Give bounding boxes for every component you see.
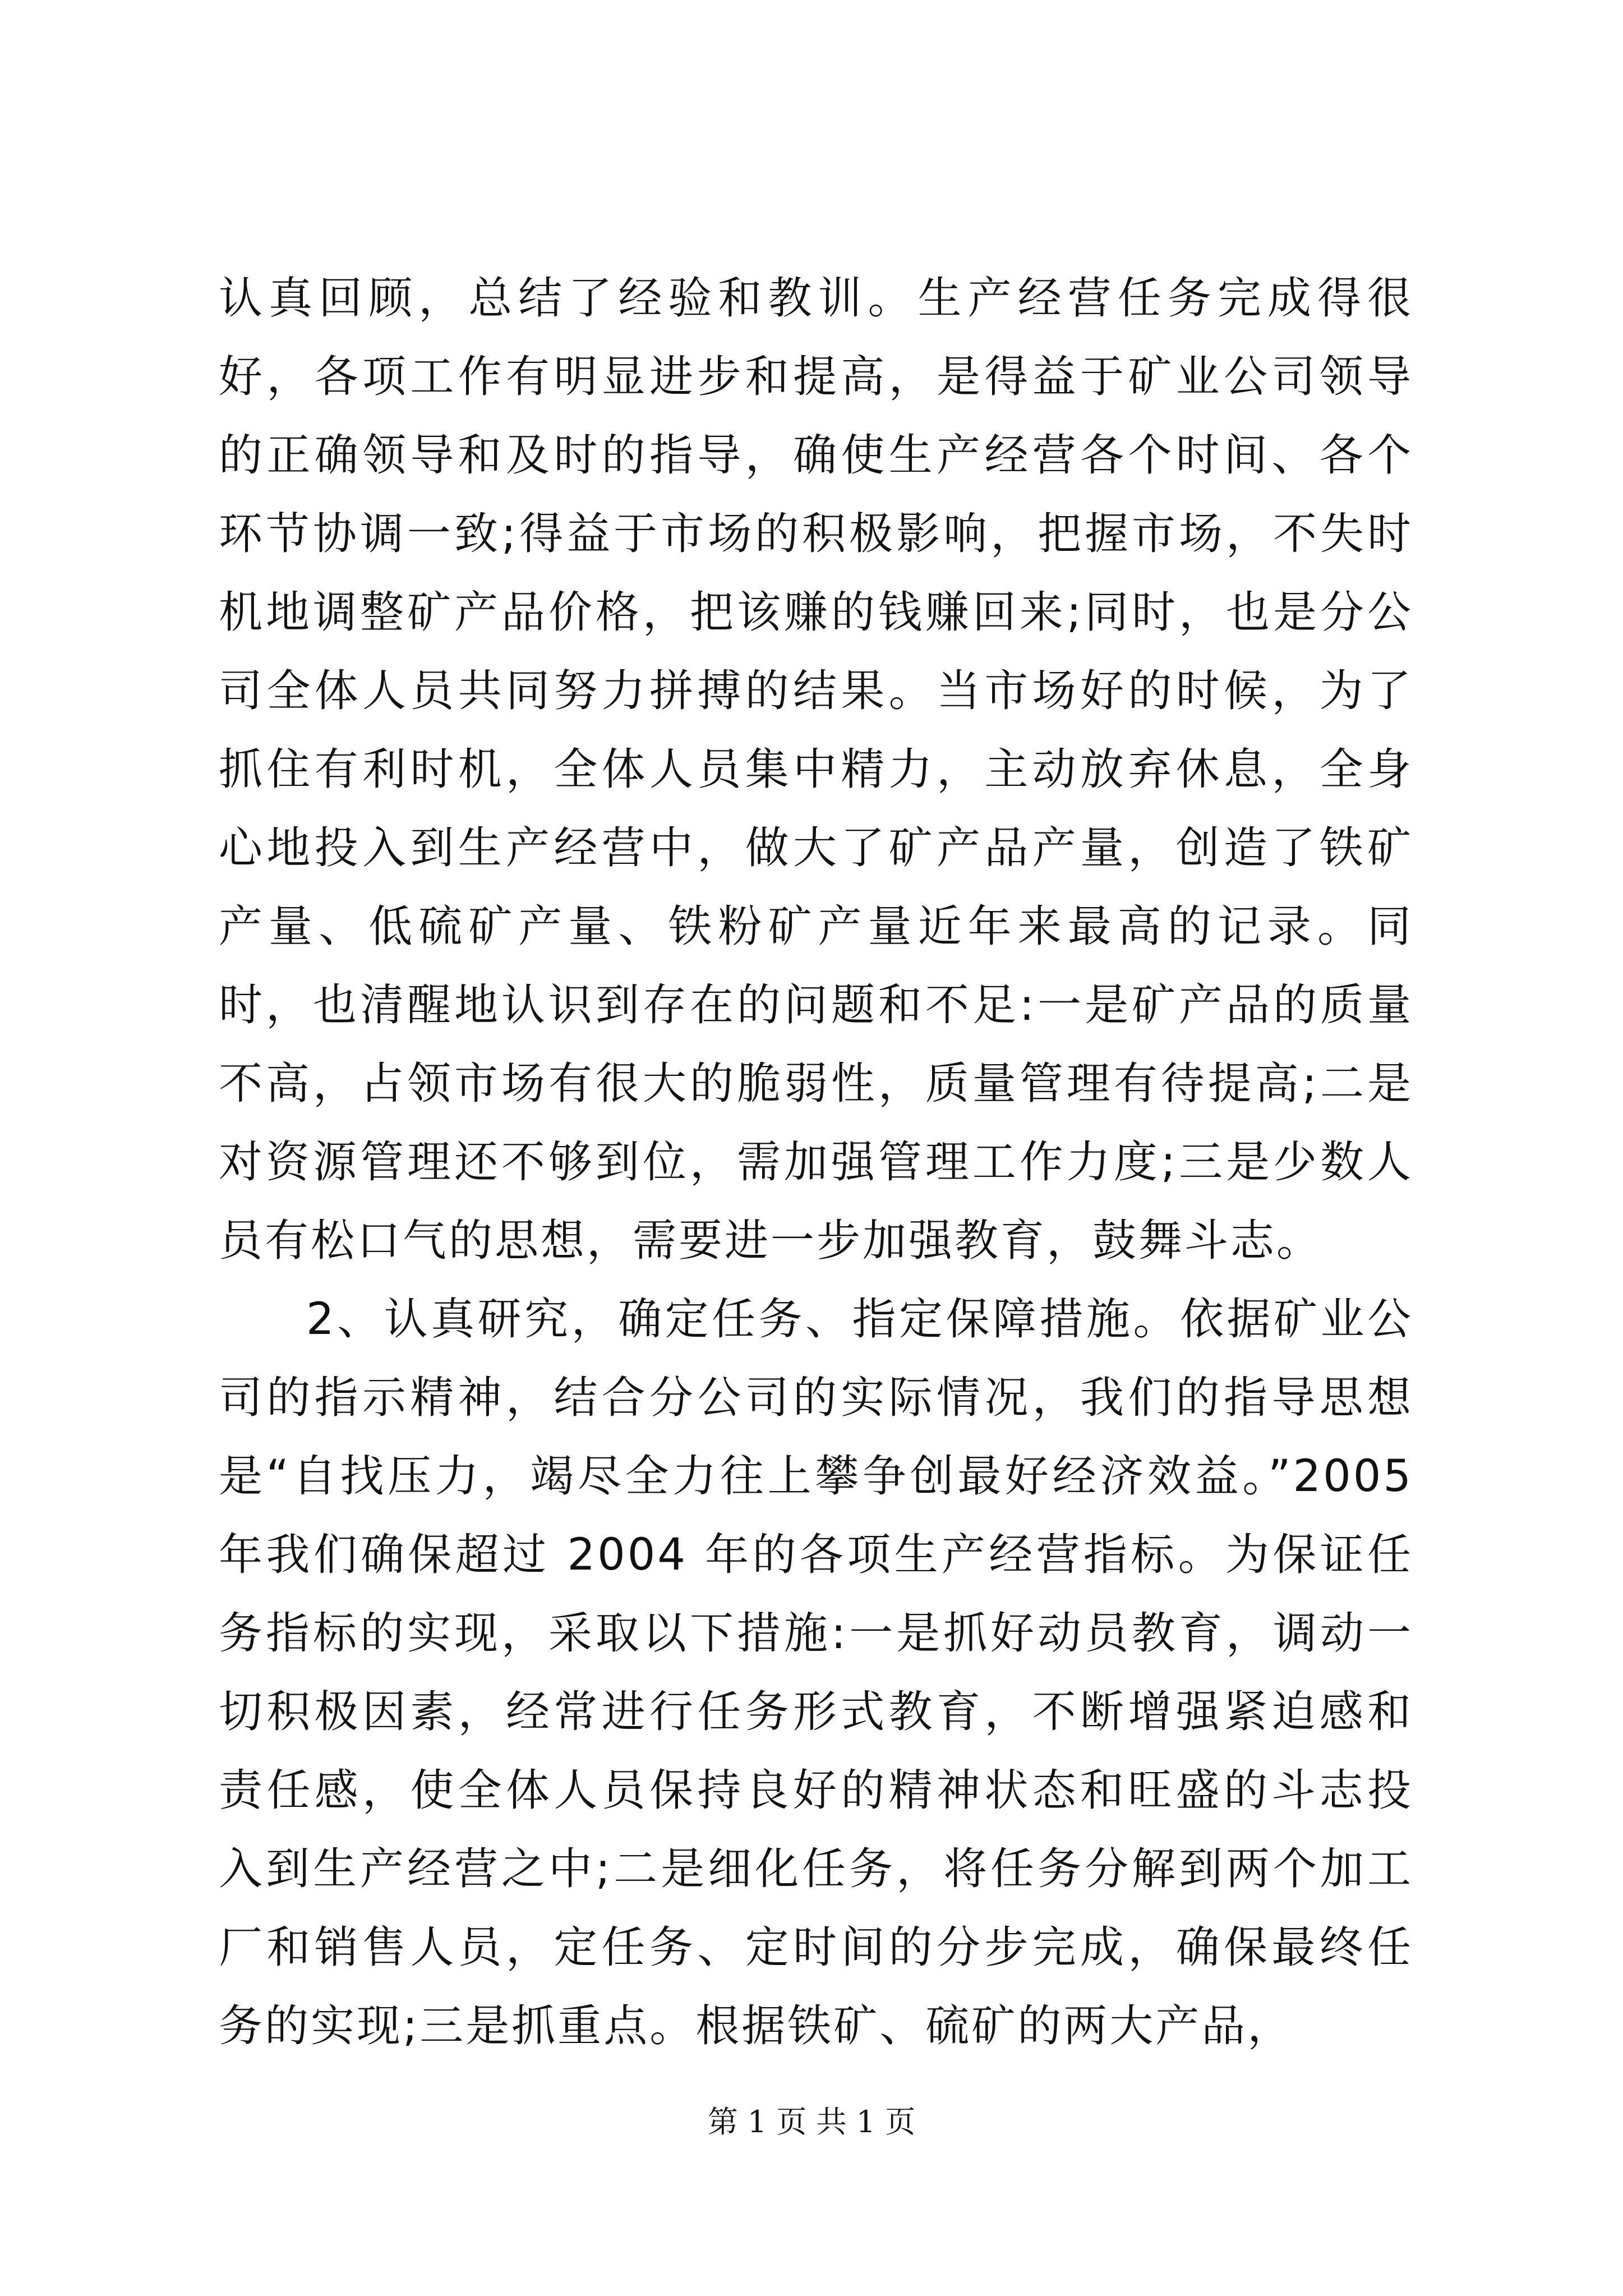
- paragraph-1: 认真回顾，总结了经验和教训。生产经营任务完成得很好，各项工作有明显进步和提高，是得益于矿业公司领导的正确领导和及时的指导，确使生产经营各个时间、各个环节协调一致;得益于市场的积极影响，把握市场，不失时机地调整矿产品价格，把该赚的钱赚回来;同时，也是分公司全体人员共同努力拼搏的结果。当市场好的时候，为了抓住有利时机，全体人员集中精力，主动放弃休息，全身心地投入到生产经营中，做大了矿产品产量，创造了铁矿产量、低硫矿产量、铁粉矿产量近年来最高的记录。同时，也清醒地认识到存在的问题和不足:一是矿产品的质量不高，占领市场有很大的脆弱性，质量管理有待提高;二是对资源管理还不够到位，需加强管理工作力度;三是少数人员有松口气的思想，需要进一步加强教育，鼓舞斗志。: [219, 273, 1413, 1266]
- document-body: [219, 259, 1413, 2065]
- paragraph-2: 2、认真研究，确定任务、指定保障措施。依据矿业公司的指示精神，结合分公司的实际情况，我们的指导思想是“自找压力，竭尽全力往上攀争创最好经济效益。”2005 年我们确保超过 2004 年的各项生产经营指标。为保证任务指标的实现，采取以下措施:一是抓好动员教育，调动一切积极因素，经常进行任务形式教育，不断增强紧迫感和责任感，使全体人员保持良好的精神状态和旺盛的斗志投入到生产经营之中;二是细化任务，将任务分解到两个加工厂和销售人员，定任务、定时间的分步完成，确保最终任务的实现;三是抓重点。根据铁矿、硫矿的两大产品，: [219, 1294, 1413, 2051]
- page-footer: 第 1 页 共 1 页: [707, 2104, 916, 2139]
